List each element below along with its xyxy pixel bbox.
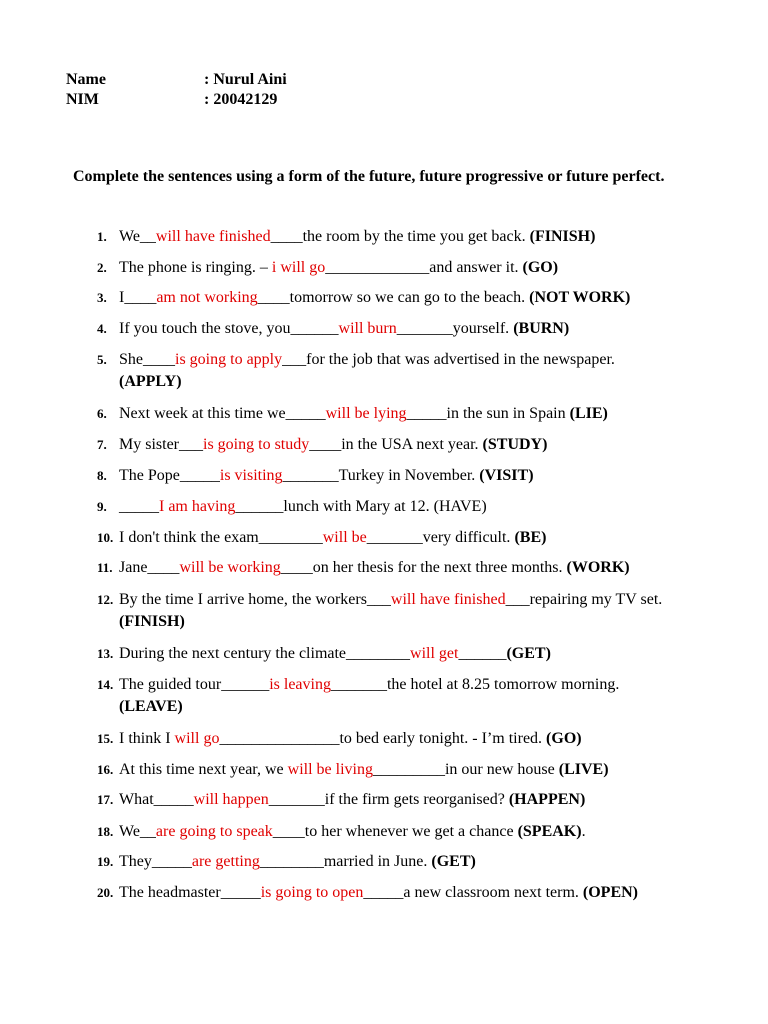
sentence-start: During the next century the climate________ bbox=[119, 645, 411, 662]
question-item bbox=[97, 759, 609, 781]
answer-text: are getting bbox=[191, 853, 260, 870]
answer-text: is going to open bbox=[260, 884, 364, 901]
sentence-end: _______________to bed early tonight. - I’m tired. bbox=[219, 730, 547, 747]
question-number: 9. bbox=[97, 499, 107, 514]
nim-value: : 20042129 bbox=[204, 91, 278, 108]
verb-hint: (APPLY) bbox=[119, 373, 182, 390]
name-value: : Nurul Aini bbox=[204, 71, 287, 88]
question-number: 13. bbox=[97, 646, 114, 661]
sentence-end: _______Turkey in November. bbox=[282, 467, 480, 484]
question-number: 17. bbox=[97, 792, 114, 807]
question-item bbox=[97, 821, 586, 843]
sentence-end: _____in the sun in Spain bbox=[406, 405, 570, 422]
question-item bbox=[97, 557, 630, 579]
answer-text: is going to apply bbox=[175, 351, 283, 368]
question-item bbox=[97, 257, 558, 279]
question-item bbox=[97, 674, 619, 718]
question-number: 11. bbox=[97, 560, 113, 575]
answer-text: will go bbox=[174, 730, 220, 747]
sentence-start: The headmaster_____ bbox=[119, 884, 261, 901]
question-number: 7. bbox=[97, 437, 107, 452]
answer-text: i will go bbox=[271, 259, 326, 276]
answer-text: is leaving bbox=[269, 676, 331, 693]
sentence-start: The Pope_____ bbox=[119, 467, 220, 484]
answer-text: will happen bbox=[193, 791, 269, 808]
nim-label: NIM bbox=[66, 91, 99, 108]
question-item bbox=[97, 287, 630, 309]
answer-text: will be working bbox=[179, 559, 281, 576]
sentence-end: ____the room by the time you get back. bbox=[270, 228, 530, 245]
question-item bbox=[97, 851, 476, 873]
verb-hint: (GET) bbox=[506, 645, 551, 662]
verb-hint: (FINISH) bbox=[529, 228, 596, 245]
question-item bbox=[97, 496, 487, 518]
sentence-end: ________married in June. bbox=[259, 853, 432, 870]
sentence-end: ____on her thesis for the next three months. bbox=[280, 559, 567, 576]
question-item bbox=[97, 226, 595, 248]
sentence-start: We__ bbox=[119, 823, 156, 840]
answer-text: will burn bbox=[338, 320, 397, 337]
question-number: 14. bbox=[97, 677, 114, 692]
verb-hint: (BE) bbox=[514, 529, 547, 546]
student-header bbox=[66, 70, 287, 110]
verb-hint: (WORK) bbox=[566, 559, 630, 576]
sentence-start: _____ bbox=[119, 498, 159, 515]
question-number: 16. bbox=[97, 762, 114, 777]
sentence-tail: . bbox=[581, 823, 586, 840]
question-item bbox=[97, 789, 585, 811]
verb-hint: (STUDY) bbox=[482, 436, 548, 453]
question-number: 4. bbox=[97, 321, 107, 336]
sentence-start: The phone is ringing. – bbox=[119, 259, 272, 276]
answer-text: will get bbox=[410, 645, 459, 662]
sentence-end: _______the hotel at 8.25 tomorrow morning. bbox=[330, 676, 620, 693]
sentence-end: ____tomorrow so we can go to the beach. bbox=[257, 289, 530, 306]
question-item bbox=[97, 403, 608, 425]
answer-text: is going to study bbox=[203, 436, 310, 453]
sentence-start: She____ bbox=[119, 351, 175, 368]
sentence-end: _______very difficult. bbox=[366, 529, 515, 546]
verb-hint: (LIE) bbox=[569, 405, 608, 422]
question-number: 8. bbox=[97, 468, 107, 483]
sentence-end: ____in the USA next year. bbox=[309, 436, 483, 453]
sentence-start: The guided tour______ bbox=[119, 676, 270, 693]
question-number: 1. bbox=[97, 229, 107, 244]
sentence-end: _____a new classroom next term. bbox=[363, 884, 583, 901]
question-number: 10. bbox=[97, 530, 114, 545]
question-number: 5. bbox=[97, 352, 107, 367]
sentence-start: They_____ bbox=[119, 853, 192, 870]
sentence-end: ______lunch with Mary at 12. (HAVE) bbox=[235, 498, 487, 515]
nim-row bbox=[66, 90, 287, 110]
question-item bbox=[97, 349, 615, 393]
sentence-end: _____________and answer it. bbox=[325, 259, 523, 276]
answer-text: are going to speak bbox=[155, 823, 273, 840]
verb-hint: (VISIT) bbox=[479, 467, 534, 484]
sentence-end: _______if the firm gets reorganised? bbox=[268, 791, 509, 808]
sentence-end: ______ bbox=[458, 645, 507, 662]
question-item bbox=[97, 643, 551, 665]
question-number: 6. bbox=[97, 406, 107, 421]
answer-text: am not working bbox=[156, 289, 258, 306]
sentence-end: ____to her whenever we get a chance bbox=[272, 823, 518, 840]
verb-hint: (OPEN) bbox=[582, 884, 639, 901]
name-label: Name bbox=[66, 71, 106, 88]
answer-text: will be bbox=[322, 529, 367, 546]
sentence-start: If you touch the stove, you______ bbox=[119, 320, 339, 337]
verb-hint: (GET) bbox=[431, 853, 476, 870]
question-item bbox=[97, 882, 638, 904]
question-item bbox=[97, 728, 582, 750]
verb-hint: (GO) bbox=[546, 730, 582, 747]
sentence-end: ___repairing my TV set. bbox=[505, 591, 663, 608]
answer-text: will be lying bbox=[325, 405, 407, 422]
sentence-start: We__ bbox=[119, 228, 156, 245]
verb-hint: (SPEAK) bbox=[517, 823, 582, 840]
question-number: 19. bbox=[97, 854, 114, 869]
answer-text: will be living bbox=[287, 761, 373, 778]
question-item bbox=[97, 318, 569, 340]
sentence-start: Next week at this time we_____ bbox=[119, 405, 326, 422]
sentence-start: I don't think the exam________ bbox=[119, 529, 323, 546]
sentence-start: At this time next year, we bbox=[119, 761, 288, 778]
answer-text: will have finished bbox=[155, 228, 271, 245]
answer-text: will have finished bbox=[390, 591, 506, 608]
sentence-start: What_____ bbox=[119, 791, 194, 808]
question-item bbox=[97, 465, 534, 487]
sentence-start: Jane____ bbox=[119, 559, 180, 576]
sentence-end: _________in our new house bbox=[372, 761, 559, 778]
answer-text: I am having bbox=[159, 498, 236, 515]
verb-hint: (FINISH) bbox=[119, 613, 185, 630]
verb-hint: (HAPPEN) bbox=[508, 791, 586, 808]
question-item bbox=[97, 589, 662, 633]
sentence-end: ___for the job that was advertised in the newspaper. bbox=[282, 351, 615, 368]
question-number: 20. bbox=[97, 885, 114, 900]
name-row bbox=[66, 70, 287, 90]
sentence-start: I____ bbox=[119, 289, 157, 306]
question-item bbox=[97, 434, 547, 456]
question-item bbox=[97, 527, 546, 549]
verb-hint: (BURN) bbox=[513, 320, 570, 337]
question-number: 15. bbox=[97, 731, 114, 746]
verb-hint: (NOT WORK) bbox=[529, 289, 631, 306]
question-number: 3. bbox=[97, 290, 107, 305]
question-number: 12. bbox=[97, 592, 114, 607]
sentence-start: By the time I arrive home, the workers___ bbox=[119, 591, 391, 608]
question-number: 2. bbox=[97, 260, 107, 275]
sentence-start: My sister___ bbox=[119, 436, 203, 453]
verb-hint: (LEAVE) bbox=[119, 698, 183, 715]
instructions: Complete the sentences using a form of the future, future progressive or future perfect. bbox=[73, 168, 665, 185]
answer-text: is visiting bbox=[219, 467, 283, 484]
verb-hint: (LIVE) bbox=[558, 761, 609, 778]
sentence-start: I think I bbox=[119, 730, 175, 747]
sentence-end: _______yourself. bbox=[396, 320, 514, 337]
question-number: 18. bbox=[97, 824, 114, 839]
verb-hint: (GO) bbox=[522, 259, 559, 276]
